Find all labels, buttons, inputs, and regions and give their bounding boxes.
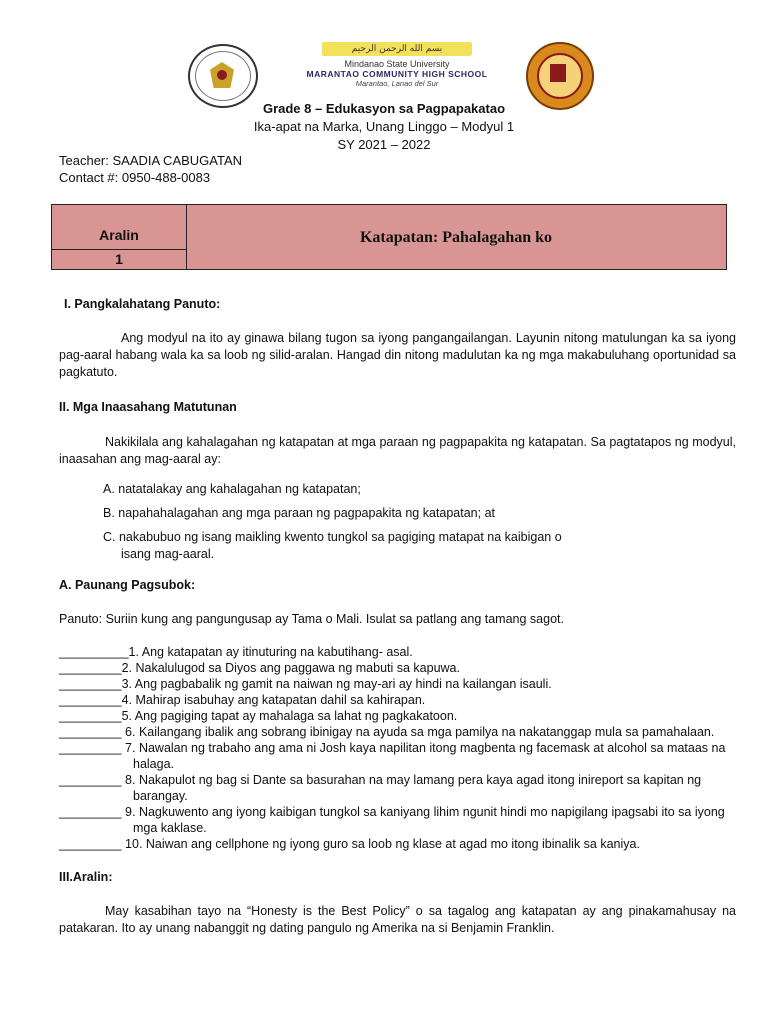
- section1-heading: I. Pangkalahatang Panuto:: [64, 297, 221, 311]
- pretest-item: _________ 9. Nagkuwento ang iyong kaibigan tungkol sa kaniyang lihim ngunit hindi mo napigilang ipagsabi ito sa iyong mga kaklase.: [59, 805, 725, 835]
- pretest-item: _________ 10. Naiwan ang cellphone ng iyong guro sa loob ng klase at agad mo itong ibinalik sa kaniya.: [59, 837, 640, 851]
- pretest-item: _________ 6. Kailangang ibalik ang sobrang ibinigay na ayuda sa mga pamilya na nakatanggap mula sa pamahalaan.: [59, 725, 715, 739]
- school-banner-logo: [294, 42, 500, 106]
- teacher-name: Teacher: SAADIA CABUGATAN: [59, 153, 243, 168]
- lesson-label: Aralin: [99, 227, 139, 243]
- lesson-topic: Katapatan: Pahalagahan ko: [359, 229, 553, 246]
- school-seal-left: [188, 44, 258, 108]
- header-logos: [0, 38, 768, 108]
- section3-heading: III.Aralin:: [59, 870, 113, 884]
- pretest-items: [59, 644, 736, 852]
- document-body: [59, 296, 736, 937]
- pretest-item: _________3. Ang pagbabalik ng gamit na naiwan ng may-ari ay hindi na kailangan isauli.: [59, 677, 552, 691]
- pretest-item: __________1. Ang katapatan ay itinuturing na kabutihang- asal.: [59, 645, 413, 659]
- objective-item: B. napahahalagahan ang mga paraan ng pagpapakita ng katapatan; at: [103, 506, 495, 520]
- objectives-list: [59, 481, 579, 563]
- pretest-item: _________ 7. Nawalan ng trabaho ang ama ni Josh kaya napilitan itong magbenta ng facemask at alcohol sa mataas na halaga.: [59, 741, 726, 771]
- lesson-header-box: [51, 204, 727, 270]
- pretest-item: _________5. Ang pagiging tapat ay mahalaga sa lahat ng pagkakatoon.: [59, 709, 458, 723]
- pretest-instructions: Panuto: Suriin kung ang pangungusap ay Tama o Mali. Isulat sa patlang ang tamang sagot.: [59, 612, 564, 626]
- section2-heading: II. Mga Inaasahang Matutunan: [59, 400, 237, 414]
- lesson-number: 1: [115, 251, 123, 267]
- title-school-year: SY 2021 – 2022: [337, 137, 431, 152]
- objective-item: A. natatalakay ang kahalagahan ng katapatan;: [103, 482, 361, 496]
- title-grade-subject: Grade 8 – Edukasyon sa Pagpapakatao: [262, 101, 506, 116]
- pretest-item: _________ 8. Nakapulot ng bag si Dante sa basurahan na may lamang pera kaya agad itong inireport sa kapitan ng barangay.: [59, 773, 702, 803]
- teacher-info: [59, 152, 242, 186]
- teacher-contact: Contact #: 0950-488-0083: [59, 170, 211, 185]
- section1-text: Ang modyul na ito ay ginawa bilang tugon sa iyong pangangailangan. Layunin nitong matulungan ka sa iyong pag-aaral habang wala ka sa loob ng silid-aralan. Hangad din nitong madulutan ka ng mga makabuluhang oportunidad sa pagkatuto.: [59, 331, 736, 379]
- school-location: Marantao, Lanao del Sur: [355, 79, 439, 88]
- school-name: MARANTAO COMMUNITY HIGH SCHOOL: [306, 69, 488, 79]
- pretest-item: _________4. Mahirap isabuhay ang katapatan dahil sa kahirapan.: [59, 693, 426, 707]
- objective-item: C. nakabubuo ng isang maikling kwento tungkol sa pagiging matapat na kaibigan o isang mag-aaral.: [103, 530, 562, 561]
- banner-arabic-text: بسم الله الرحمن الرحيم: [322, 42, 472, 56]
- pretest-item: _________2. Nakalulugod sa Diyos ang paggawa ng mabuti sa kapuwa.: [59, 661, 460, 675]
- pretest-heading: A. Paunang Pagsubok:: [59, 578, 196, 592]
- title-quarter-module: Ika-apat na Marka, Unang Linggo – Modyul 1: [253, 119, 515, 134]
- section2-text: Nakikilala ang kahalagahan ng katapatan at mga paraan ng pagpapakita ng katapatan. Sa pagtatapos ng modyul, inaasahan ang mag-aaral ay:: [59, 435, 736, 466]
- university-name: Mindanao State University: [344, 59, 450, 69]
- section3-text: May kasabihan tayo na “Honesty is the Best Policy” o sa tagalog ang katapatan ay ang pinakamahusay na patakaran. Ito ay unang nabanggit ng dating pangulo ng Amerika na si Benjamin Franklin.: [59, 904, 736, 935]
- document-title: [0, 100, 768, 154]
